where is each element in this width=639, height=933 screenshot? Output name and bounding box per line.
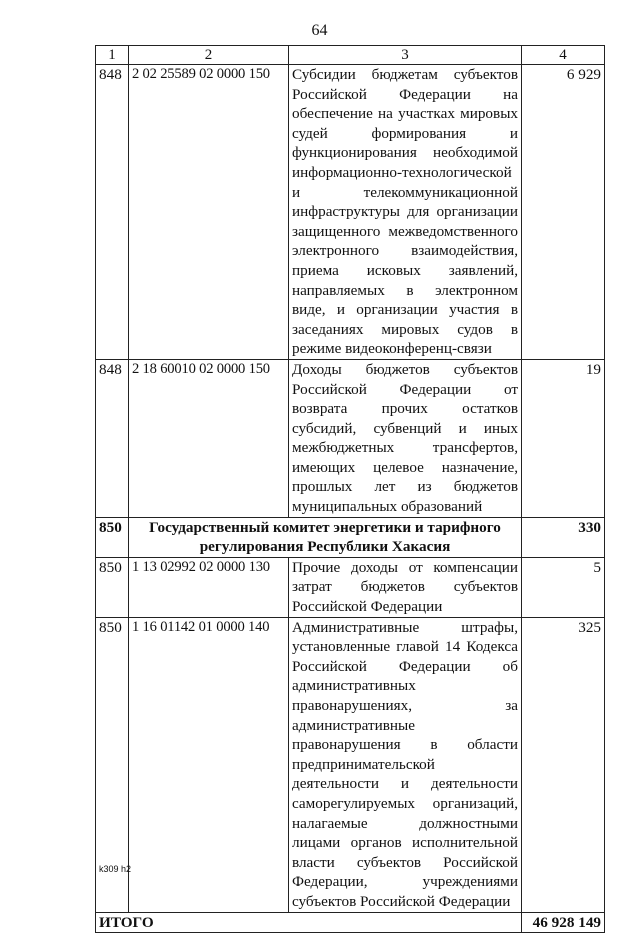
total-amount: 46 928 149 — [522, 912, 605, 933]
budget-code-cell: 1 13 02992 02 0000 130 — [129, 557, 289, 617]
description-cell: Субсидии бюджетам субъектов Российской Федерации на обеспечение на участках мировых судей формирования и функционирования необходимой информационно-технологической и телекоммуникационной инфраструктуры для организации защищенного межведомственного электронного взаимодействия, приема исковых заявлений, направляемых в электронном виде, и организации участия в заседаниях мировых судов в режиме видеоконференц-связи — [289, 65, 522, 360]
amount-cell: 5 — [522, 557, 605, 617]
page-number: 64 — [311, 22, 328, 39]
table-row — [96, 65, 605, 360]
budget-code-cell: 2 02 25589 02 0000 150 — [129, 65, 289, 360]
footer-code: k309 h2 — [99, 864, 132, 874]
total-row — [96, 912, 605, 933]
admin-code-cell: 850 — [96, 557, 129, 617]
amount-cell: 325 — [522, 617, 605, 912]
description-cell: Административные штрафы, установленные главой 14 Кодекса Российской Федерации об административных правонарушениях, за административные правонарушения в области предпринимательской деятельности и деятельности саморегулируемых организаций, налагаемые должностными лицами органов исполнительной власти субъектов Российской Федерации, учреждениями субъектов Российской Федерации — [289, 617, 522, 912]
budget-code-cell: 1 16 01142 01 0000 140 — [129, 617, 289, 912]
revenue-table — [95, 45, 605, 933]
column-header-2: 2 — [129, 46, 289, 65]
section-admin-code: 850 — [96, 517, 129, 557]
table-row — [96, 557, 605, 617]
column-header-1: 1 — [96, 46, 129, 65]
table-row — [96, 617, 605, 912]
section-amount: 330 — [522, 517, 605, 557]
table-row — [96, 359, 605, 517]
section-header-row — [96, 517, 605, 557]
description-cell: Доходы бюджетов субъектов Российской Федерации от возврата прочих остатков субсидий, субвенций и иных межбюджетных трансфертов, имеющих целевое назначение, прошлых лет из бюджетов муниципальных образований — [289, 359, 522, 517]
admin-code-cell: 848 — [96, 359, 129, 517]
table-header-row — [96, 46, 605, 65]
total-label: ИТОГО — [96, 912, 522, 933]
amount-cell: 6 929 — [522, 65, 605, 360]
admin-code-cell: 850 — [96, 617, 129, 912]
amount-cell: 19 — [522, 359, 605, 517]
budget-code-cell: 2 18 60010 02 0000 150 — [129, 359, 289, 517]
section-title: Государственный комитет энергетики и тарифного регулирования Республики Хакасия — [129, 517, 522, 557]
column-header-4: 4 — [522, 46, 605, 65]
description-cell: Прочие доходы от компенсации затрат бюджетов субъектов Российской Федерации — [289, 557, 522, 617]
admin-code-cell: 848 — [96, 65, 129, 360]
column-header-3: 3 — [289, 46, 522, 65]
